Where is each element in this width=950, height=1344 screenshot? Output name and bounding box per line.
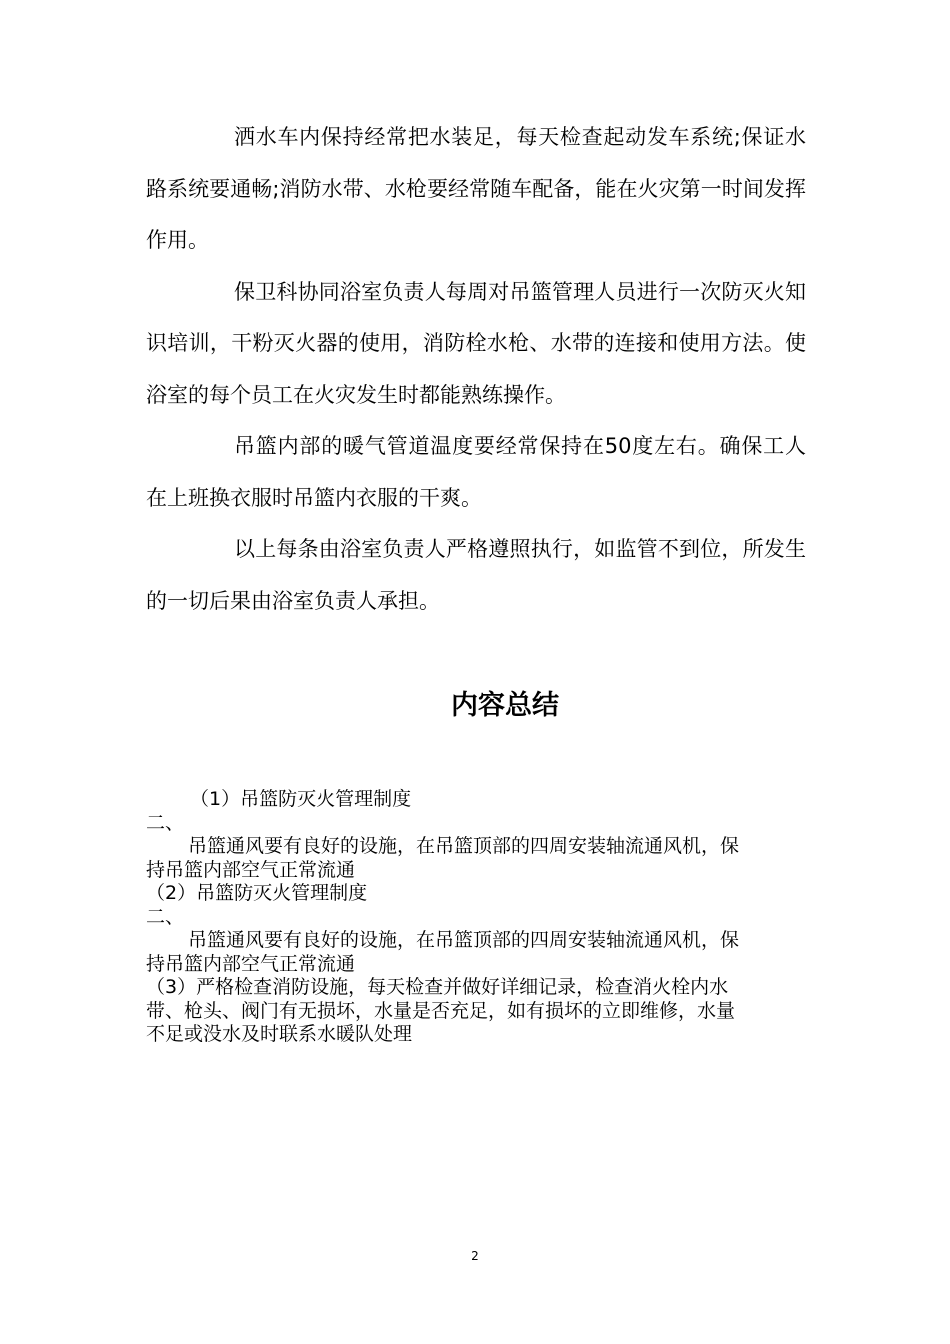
summary-ventilation-1a: 吊篮通风要有良好的设施，在吊篮顶部的四周安装轴流通风机，保 bbox=[188, 835, 740, 857]
summary-numeral-2: 二、 bbox=[146, 905, 185, 928]
summary-ventilation-2a: 吊篮通风要有良好的设施，在吊篮顶部的四周安装轴流通风机，保 bbox=[188, 929, 740, 951]
paragraph-fire-training: 保卫科协同浴室负责人每周对吊篮管理人员进行一次防灭火知识培训，干粉灭火器的使用，消防栓水枪、水带的连接和使用方法。使浴室的每个员工在火灾发生时都能熟练操作。 bbox=[146, 279, 806, 407]
paragraph-sprinkler-truck: 洒水车内保持经常把水装足，每天检查起动发车系统;保证水路系统要通畅;消防水带、水枪要经常随车配备，能在火灾第一时间发挥作用。 bbox=[146, 125, 806, 252]
summary-inspection-a: （3）严格检查消防设施，每天检查并做好详细记录，检查消火栓内水 bbox=[146, 976, 729, 998]
summary-ventilation-2b: 持吊篮内部空气正常流通 bbox=[146, 952, 356, 975]
summary-numeral-1: 二、 bbox=[146, 811, 185, 834]
summary-heading-1: （1）吊篮防灭火管理制度 bbox=[190, 788, 412, 810]
summary-inspection-c: 不足或没水及时联系水暖队处理 bbox=[146, 1023, 413, 1045]
summary-inspection-b: 带、枪头、阀门有无损坏，水量是否充足，如有损坏的立即维修，水量 bbox=[146, 999, 736, 1022]
paragraph-responsibility: 以上每条由浴室负责人严格遵照执行，如监管不到位，所发生的一切后果由浴室负责人承担。 bbox=[146, 537, 806, 613]
paragraph-heating-pipe: 吊篮内部的暖气管道温度要经常保持在50度左右。确保工人在上班换衣服时吊篮内衣服的干爽。 bbox=[146, 434, 806, 510]
body-text bbox=[146, 112, 806, 627]
section-title: 内容总结 bbox=[451, 690, 559, 721]
page-number: 2 bbox=[471, 1249, 479, 1263]
summary-block bbox=[146, 788, 806, 1047]
summary-heading-2: （2）吊篮防灭火管理制度 bbox=[146, 882, 368, 904]
summary-ventilation-1b: 持吊篮内部空气正常流通 bbox=[146, 858, 356, 881]
